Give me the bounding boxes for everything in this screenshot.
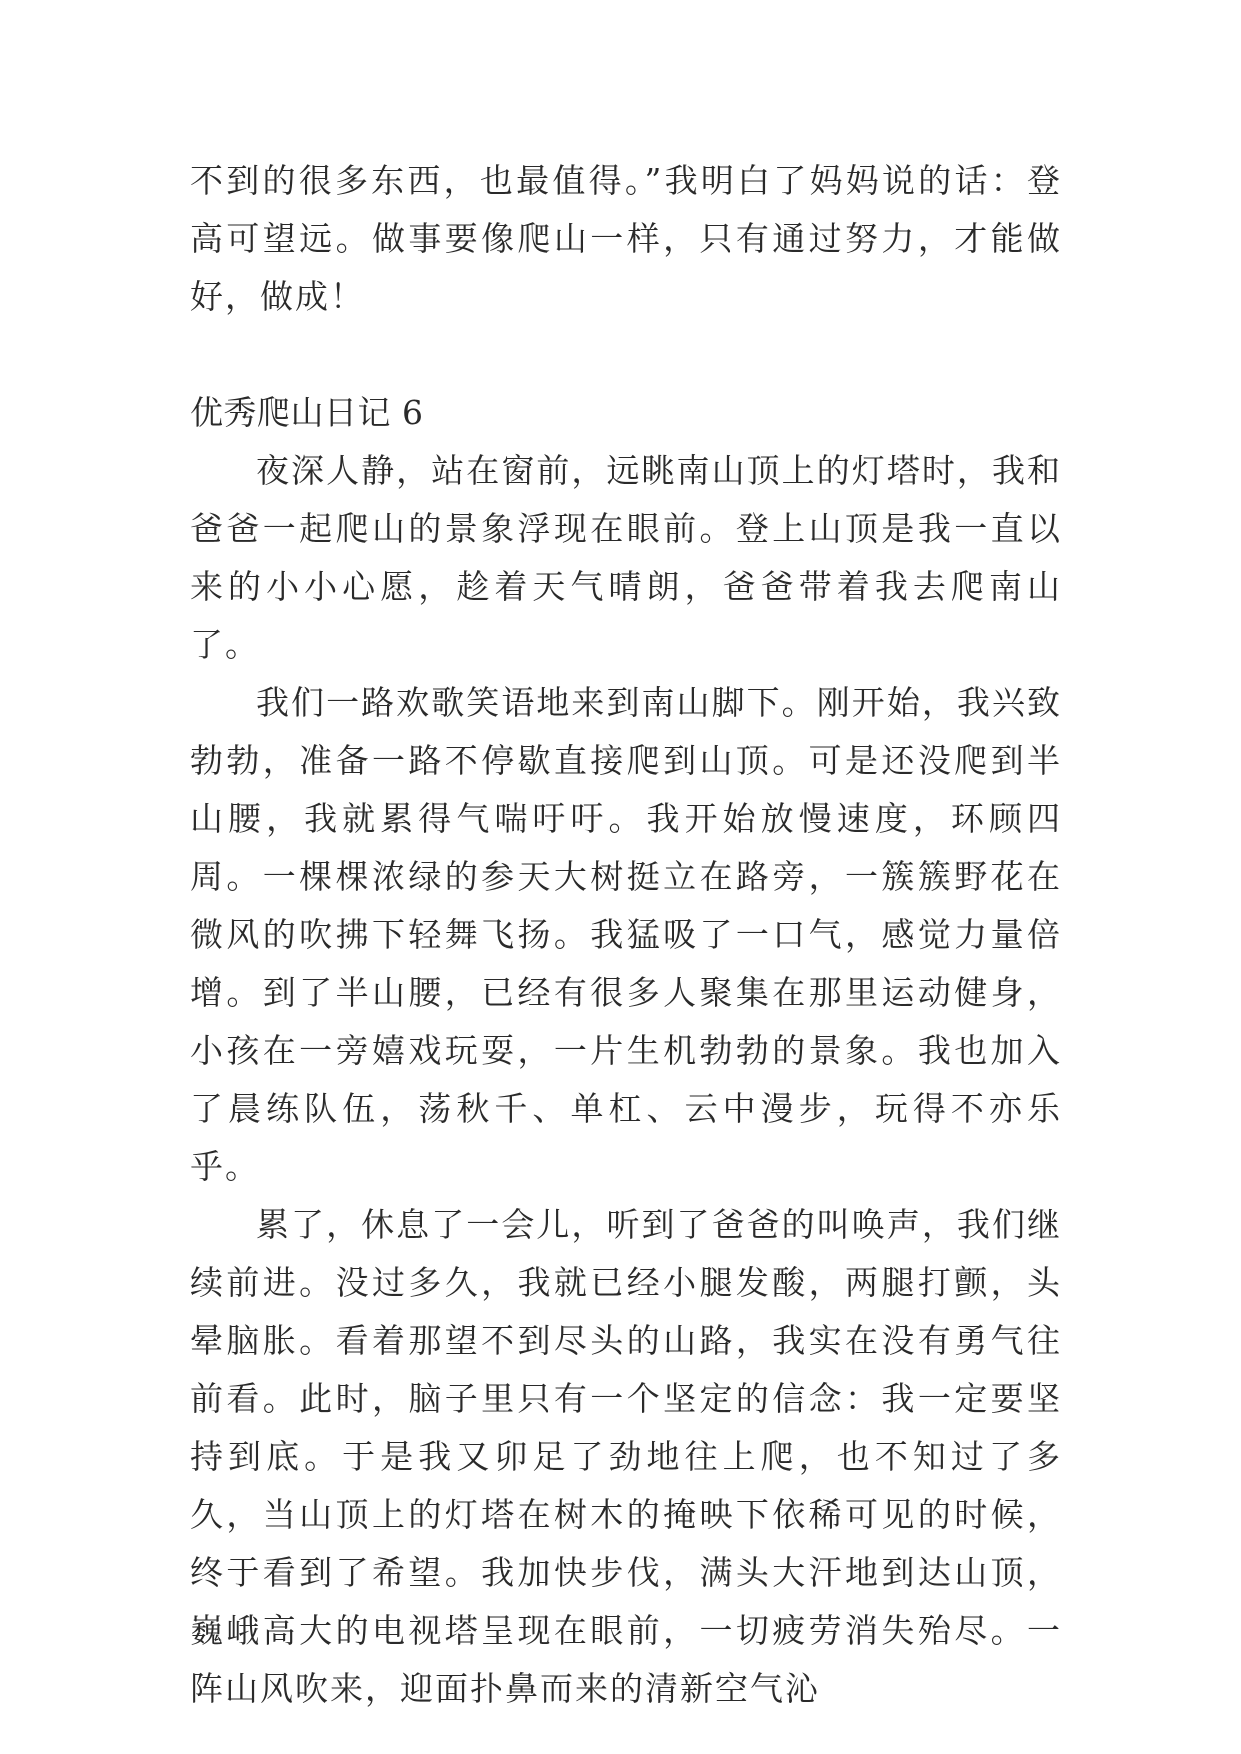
document-body <box>190 152 1062 1718</box>
body-paragraph-1: 夜深人静，站在窗前，远眺南山顶上的灯塔时，我和爸爸一起爬山的景象浮现在眼前。登上山顶是我一直以来的小小心愿，趁着天气晴朗，爸爸带着我去爬南山了。 <box>190 451 1062 664</box>
body-paragraph-2: 我们一路欢歌笑语地来到南山脚下。刚开始，我兴致勃勃，准备一路不停歇直接爬到山顶。可是还没爬到半山腰，我就累得气喘吁吁。我开始放慢速度，环顾四周。一棵棵浓绿的参天大树挺立在路旁，一簇簇野花在微风的吹拂下轻舞飞扬。我猛吸了一口气，感觉力量倍增。到了半山腰，已经有很多人聚集在那里运动健身，小孩在一旁嬉戏玩耍，一片生机勃勃的景象。我也加入了晨练队伍，荡秋千、单杠、云中漫步，玩得不亦乐乎。 <box>190 683 1062 1186</box>
intro-paragraph: 不到的很多东西，也最值得。”我明白了妈妈说的话：登高可望远。做事要像爬山一样，只有通过努力，才能做好，做成！ <box>190 161 1062 316</box>
section-title: 优秀爬山日记 6 <box>190 393 424 432</box>
body-paragraph-3: 累了，休息了一会儿，听到了爸爸的叫唤声，我们继续前进。没过多久，我就已经小腿发酸，两腿打颤，头晕脑胀。看着那望不到尽头的山路，我实在没有勇气往前看。此时，脑子里只有一个坚定的信念：我一定要坚持到底。于是我又卯足了劲地往上爬，也不知过了多久，当山顶上的灯塔在树木的掩映下依稀可见的时候，终于看到了希望。我加快步伐，满头大汗地到达山顶，巍峨高大的电视塔呈现在眼前，一切疲劳消失殆尽。一阵山风吹来，迎面扑鼻而来的清新空气沁 <box>190 1205 1062 1708</box>
